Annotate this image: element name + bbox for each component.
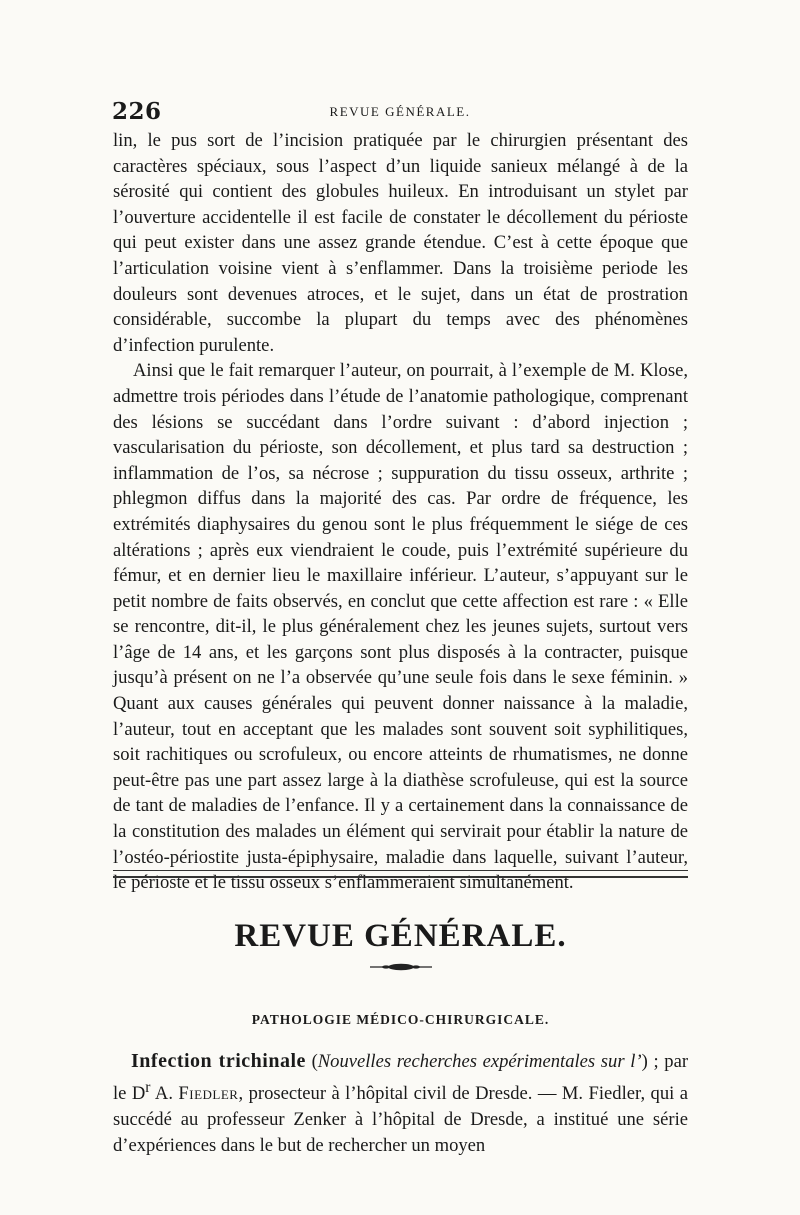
continued-text — [113, 128, 688, 896]
article-italic-title: Nouvelles recherches expérimentales sur l’ — [317, 1051, 642, 1072]
section-subtitle: PATHOLOGIE MÉDICO-CHIRURGICALE. — [251, 1012, 550, 1027]
article-heading: Infection trichinale — [131, 1050, 306, 1072]
page-number: 226 — [112, 98, 162, 125]
ornament-icon — [370, 962, 432, 972]
running-head: REVUE GÉNÉRALE. — [329, 104, 471, 119]
section-divider — [113, 870, 688, 878]
section-title: REVUE GÉNÉRALE. — [234, 918, 567, 954]
page-header — [112, 98, 688, 126]
paragraph: Ainsi que le fait remarquer l’auteur, on pourrait, à l’exemple de M. Klose, admettre trois périodes dans l’étude de l’anatomie pathologique, comprenant des lésions se succédant dans l’ordre suivant : d’abord injection ; vascularisation du périoste, son décollement, et plus tard sa destruction ; inflammation de l’os, sa nécrose ; suppuration du tissu osseux, arthrite ; phlegmon diffus dans la majorité des cas. Par ordre de fréquence, les extrémités diaphysaires du genou sont le plus fréquemment le siége de ces altérations ; après eux viendraient le coude, puis l’extrémité supérieure du fémur, et en dernier lieu le maxillaire inférieur. L’auteur, s’appuyant sur le petit nombre de faits observés, en conclut que cette affection est rare : « Elle se rencontre, dit-il, le plus généralement chez les jeunes sujets, surtout vers l’âge de 14 ans, et les garçons sont plus disposés à la contracter, puisque jusqu’à présent on ne l’a observée qu’une seule fois dans le sexe féminin. » Quant aux causes générales qui peuvent donner naissance à la maladie, l’auteur, tout en acceptant que les malades sont souvent soit syphilitiques, soit rachitiques ou scrofuleux, ou encore atteints de rhumatismes, ne donne peut-être pas une part assez large à la diathèse scrofuleuse, qui est la source de tant de maladies de l’enfance. Il y a certainement dans la connaissance de la constitution des malades un élément qui servirait pour établir la nature de l’ostéo-périostite justa-épiphysaire, maladie dans laquelle, suivant l’auteur, le périoste et le tissu osseux s’enflammeraient simultanément. — [113, 360, 688, 894]
article-paragraph: Infection trichinale (Nouvelles recherches expérimentales sur l’) ; par le $D^r$ A. Fiedler, prosecteur à l’hôpital civil de Dresde. — M. Fiedler, qui a succédé au professeur Zenker à l’hôpital de Dresde, a institué une série d’expériences dans le but de rechercher un moyen — [113, 1050, 689, 1157]
author-name: Fiedler — [178, 1083, 239, 1105]
article — [113, 1048, 688, 1159]
paragraph: lin, le pus sort de l’incision pratiquée par le chirurgien présentant des caractères spéciaux, sous l’aspect d’un liquide sanieux mélangé à de la sérosité qui contient des globules huileux. En introduisant un stylet par l’ouverture accidentelle il est facile de constater le décollement du périoste qui peut exister dans une assez grande étendue. C’est à cette époque que l’articulation voisine vient à s’enflammer. Dans la troisième periode les douleurs sont devenues atroces, et le sujet, dans un état de prostration considérable, succombe la plupart du temps avec des phénomènes d’infection purulente. — [113, 130, 688, 356]
article-text: M. Fiedler, qui a succédé au professeur Zenker à l’hôpital de Dresde, a institué une série d’expériences dans le but de rechercher un moyen — [113, 1083, 688, 1157]
